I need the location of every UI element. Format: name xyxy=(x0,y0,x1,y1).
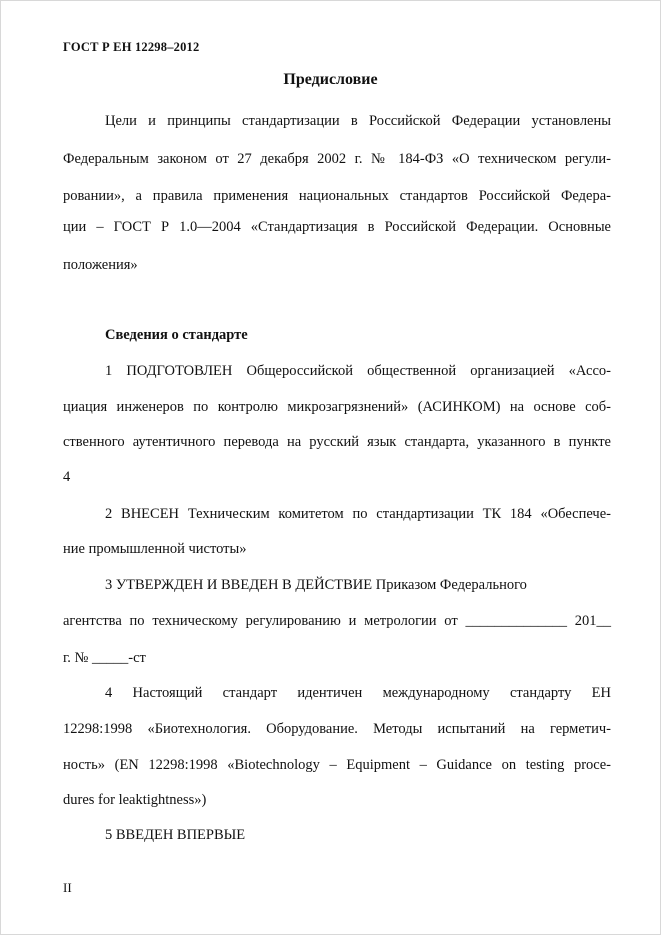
preface-line: Цели и принципы стандартизации в Российской Федерации установлены xyxy=(105,113,611,129)
item2-line: ние промышленной чистоты» xyxy=(63,541,247,557)
item2-line: 2 ВНЕСЕН Техническим комитетом по стандартизации ТК 184 «Обеспече- xyxy=(105,506,611,522)
item5-line: 5 ВВЕДЕН ВПЕРВЫЕ xyxy=(105,827,246,843)
item4-line: 4 Настоящий стандарт идентичен международному стандарту ЕН xyxy=(105,685,611,701)
page-number: II xyxy=(63,880,72,895)
item1-line: 4 xyxy=(63,469,71,485)
item3-line: 3 УТВЕРЖДЕН И ВВЕДЕН В ДЕЙСТВИЕ Приказом Федерального xyxy=(105,577,527,593)
item1-line: 1 ПОДГОТОВЛЕН Общероссийской общественной организацией «Ассо- xyxy=(105,363,611,379)
preface-title: Предисловие xyxy=(283,71,378,88)
preface-line: Федеральным законом от 27 декабря 2002 г. № 184-ФЗ «О техническом регули- xyxy=(63,151,611,167)
preface-line: ровании», а правила применения национальных стандартов Российской Федера- xyxy=(63,188,611,204)
item3-line: г. № _____-ст xyxy=(63,650,146,666)
item1-line: ственного аутентичного перевода на русский язык стандарта, указанного в пункте xyxy=(63,434,611,450)
preface-line: ции – ГОСТ Р 1.0—2004 «Стандартизация в Российской Федерации. Основные xyxy=(63,219,611,235)
item4-line: ность» (EN 12298:1998 «Biotechnology – Equipment – Guidance on testing proce- xyxy=(63,757,611,773)
preface-line: положения» xyxy=(63,257,138,273)
item4-line: 12298:1998 «Биотехнология. Оборудование. Методы испытаний на герметич- xyxy=(63,721,611,737)
item1-line: циация инженеров по контролю микрозагрязнений» (АСИНКОМ) на основе соб- xyxy=(63,399,611,415)
standard-code: ГОСТ Р ЕН 12298–2012 xyxy=(63,40,200,54)
info-heading: Сведения о стандарте xyxy=(105,327,248,343)
item4-line: dures for leaktightness») xyxy=(63,792,207,808)
item3-line: агентства по техническому регулированию и метрологии от ______________ 201__ xyxy=(63,613,611,629)
